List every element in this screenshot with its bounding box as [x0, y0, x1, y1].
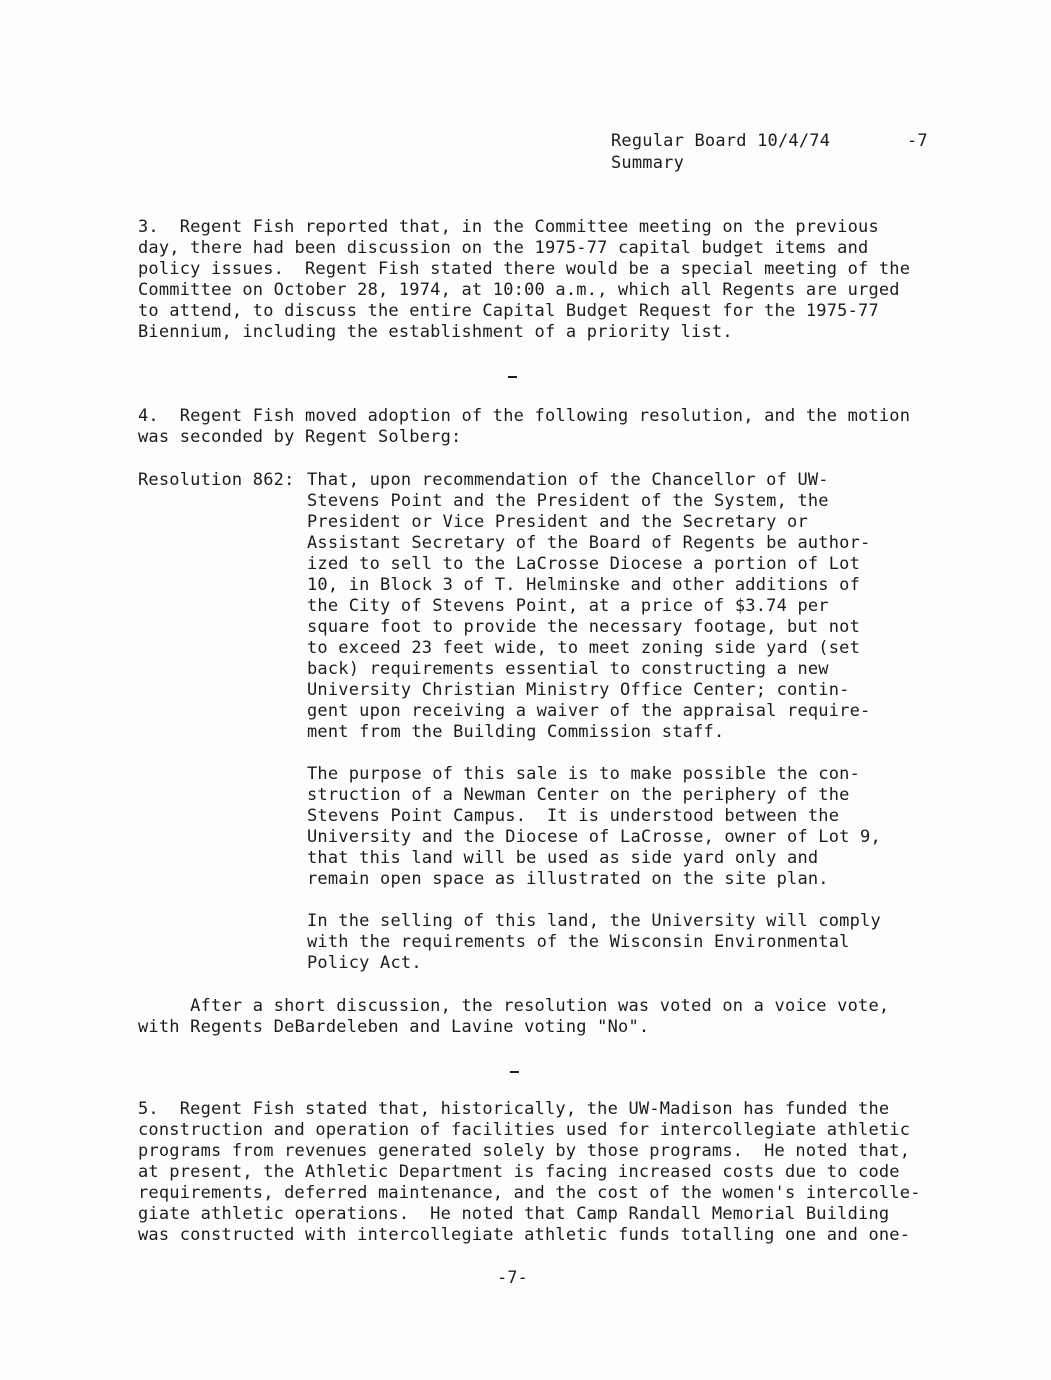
text-line: square foot to provide the necessary footage, but not — [307, 617, 861, 637]
text-line: that this land will be used as side yard only and — [307, 848, 819, 868]
section-divider — [510, 1071, 519, 1073]
text-line: with the requirements of the Wisconsin Environmental — [307, 932, 850, 952]
text-line: requirements, deferred maintenance, and the cost of the women's intercolle- — [138, 1183, 921, 1203]
text-line: construction and operation of facilities used for intercollegiate athletic — [138, 1120, 911, 1140]
text-line: Committee on October 28, 1974, at 10:00 a.m., which all Regents are urged — [138, 280, 900, 300]
text-line: gent upon receiving a waiver of the appraisal require- — [307, 701, 871, 721]
text-line: University Christian Ministry Office Center; contin- — [307, 680, 850, 700]
text-line: The purpose of this sale is to make possible the con- — [307, 764, 861, 784]
text-line: 3. Regent Fish reported that, in the Committee meeting on the previous — [138, 217, 879, 237]
text-line: struction of a Newman Center on the periphery of the — [307, 785, 850, 805]
header-subtitle: Summary — [611, 153, 685, 173]
text-line: at present, the Athletic Department is facing increased costs due to code — [138, 1162, 900, 1182]
text-line: ment from the Building Commission staff. — [307, 722, 725, 742]
section-divider — [508, 376, 517, 378]
text-line: to attend, to discuss the entire Capital Budget Request for the 1975-77 — [138, 301, 879, 321]
header-page-ref: -7 — [907, 131, 928, 151]
text-line: That, upon recommendation of the Chancellor of UW- — [307, 470, 829, 490]
text-line: 5. Regent Fish stated that, historically, the UW-Madison has funded the — [138, 1099, 890, 1119]
text-line: Stevens Point Campus. It is understood between the — [307, 806, 840, 826]
resolution-label: Resolution 862: — [138, 470, 295, 490]
text-line: the City of Stevens Point, at a price of $3.74 per — [307, 596, 829, 616]
text-line: to exceed 23 feet wide, to meet zoning side yard (set — [307, 638, 861, 658]
text-line: remain open space as illustrated on the site plan. — [307, 869, 829, 889]
text-line: back) requirements essential to constructing a new — [307, 659, 829, 679]
text-line: programs from revenues generated solely by those programs. He noted that, — [138, 1141, 911, 1161]
text-line: was constructed with intercollegiate athletic funds totalling one and one- — [138, 1225, 911, 1245]
header-title: Regular Board 10/4/74 — [611, 131, 831, 151]
text-line: ized to sell to the LaCrosse Diocese a portion of Lot — [307, 554, 861, 574]
text-line: was seconded by Regent Solberg: — [138, 427, 462, 447]
text-line: Biennium, including the establishment of a priority list. — [138, 322, 733, 342]
text-line: Assistant Secretary of the Board of Regents be author- — [307, 533, 871, 553]
text-line: President or Vice President and the Secretary or — [307, 512, 808, 532]
text-line: day, there had been discussion on the 1975-77 capital budget items and — [138, 238, 869, 258]
text-line: University and the Diocese of LaCrosse, owner of Lot 9, — [307, 827, 881, 847]
text-line: with Regents DeBardeleben and Lavine voting "No". — [138, 1017, 650, 1037]
text-line: giate athletic operations. He noted that Camp Randall Memorial Building — [138, 1204, 890, 1224]
text-line: Policy Act. — [307, 953, 422, 973]
text-line: policy issues. Regent Fish stated there would be a special meeting of the — [138, 259, 911, 279]
text-line: After a short discussion, the resolution was voted on a voice vote, — [138, 996, 890, 1016]
page-number: -7- — [497, 1268, 528, 1288]
text-line: 10, in Block 3 of T. Helminske and other additions of — [307, 575, 861, 595]
text-line: 4. Regent Fish moved adoption of the following resolution, and the motion — [138, 406, 911, 426]
text-line: In the selling of this land, the University will comply — [307, 911, 881, 931]
text-line: Stevens Point and the President of the System, the — [307, 491, 829, 511]
